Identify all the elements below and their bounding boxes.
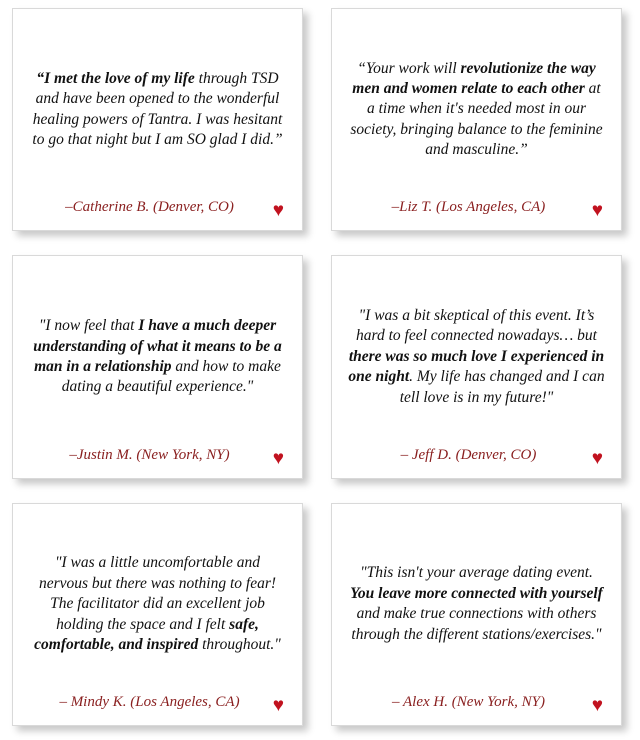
testimonial-footer bbox=[29, 190, 286, 220]
testimonial-attribution: – Alex H. (New York, NY) bbox=[392, 693, 545, 710]
heart-icon: ♥ bbox=[591, 694, 603, 716]
testimonial-card bbox=[12, 255, 303, 478]
testimonial-attribution: –Justin M. (New York, NY) bbox=[69, 446, 230, 463]
testimonial-footer bbox=[29, 685, 286, 715]
heart-icon: ♥ bbox=[272, 447, 284, 469]
testimonial-footer bbox=[29, 438, 286, 468]
testimonial-attribution: – Mindy K. (Los Angeles, CA) bbox=[59, 693, 240, 710]
testimonial-quote-text: "I now feel that I have a much deeper understanding of what it means to be a man in a relationship and how to make dating a beautiful experience." bbox=[33, 317, 282, 396]
testimonial-quote-text: “I met the love of my life through TSD and have been opened to the wonderful healing powers of Tantra. I was hesitant to go that night but I am SO glad I did.” bbox=[32, 69, 283, 149]
heart-icon: ♥ bbox=[272, 200, 284, 222]
testimonial-quote bbox=[348, 276, 605, 437]
heart-icon: ♥ bbox=[272, 694, 284, 716]
heart-icon: ♥ bbox=[591, 200, 603, 222]
testimonial-card bbox=[331, 255, 622, 478]
testimonial-attribution: – Jeff D. (Denver, CO) bbox=[400, 446, 537, 463]
testimonial-attribution: –Liz T. (Los Angeles, CA) bbox=[391, 199, 546, 216]
testimonial-quote-text: “Your work will revolutionize the way men and women relate to each other at a time when it's needed most in our society, bringing balance to the feminine and masculine.” bbox=[350, 59, 603, 159]
testimonial-attribution: –Catherine B. (Denver, CO) bbox=[65, 199, 234, 216]
testimonial-card bbox=[331, 503, 622, 726]
heart-icon: ♥ bbox=[591, 447, 603, 469]
testimonial-footer bbox=[348, 190, 605, 220]
testimonial-quote bbox=[29, 524, 286, 685]
testimonial-card bbox=[12, 8, 303, 231]
testimonial-footer bbox=[348, 685, 605, 715]
testimonial-footer bbox=[348, 438, 605, 468]
testimonial-card bbox=[331, 8, 622, 231]
testimonial-card-wrap-4 bbox=[327, 253, 632, 484]
testimonial-quote bbox=[29, 29, 286, 190]
testimonial-quote bbox=[348, 29, 605, 190]
testimonial-card-wrap-6 bbox=[327, 501, 632, 732]
testimonial-quote bbox=[348, 524, 605, 685]
testimonial-card-wrap-3 bbox=[8, 253, 313, 484]
testimonial-card bbox=[12, 503, 303, 726]
testimonial-quote-text: "I was a bit skeptical of this event. It’s hard to feel connected nowadays… but there was so much love I experienced in one night. My life has changed and I can tell love is in my future!" bbox=[348, 306, 605, 406]
testimonial-card-wrap-5 bbox=[8, 501, 313, 732]
testimonial-quote bbox=[29, 276, 286, 437]
testimonial-quote-text: "I was a little uncomfortable and nervous but there was nothing to fear! The facilitator did an excellent job holding the space and I felt safe, comfortable, and inspired throughout." bbox=[34, 554, 281, 653]
testimonial-card-wrap-2 bbox=[327, 6, 632, 237]
testimonial-quote-text: "This isn't your average dating event. You leave more connected with yourself and make true connections with others through the different stations/exercises." bbox=[350, 564, 603, 643]
testimonial-card-wrap-1 bbox=[8, 6, 313, 237]
